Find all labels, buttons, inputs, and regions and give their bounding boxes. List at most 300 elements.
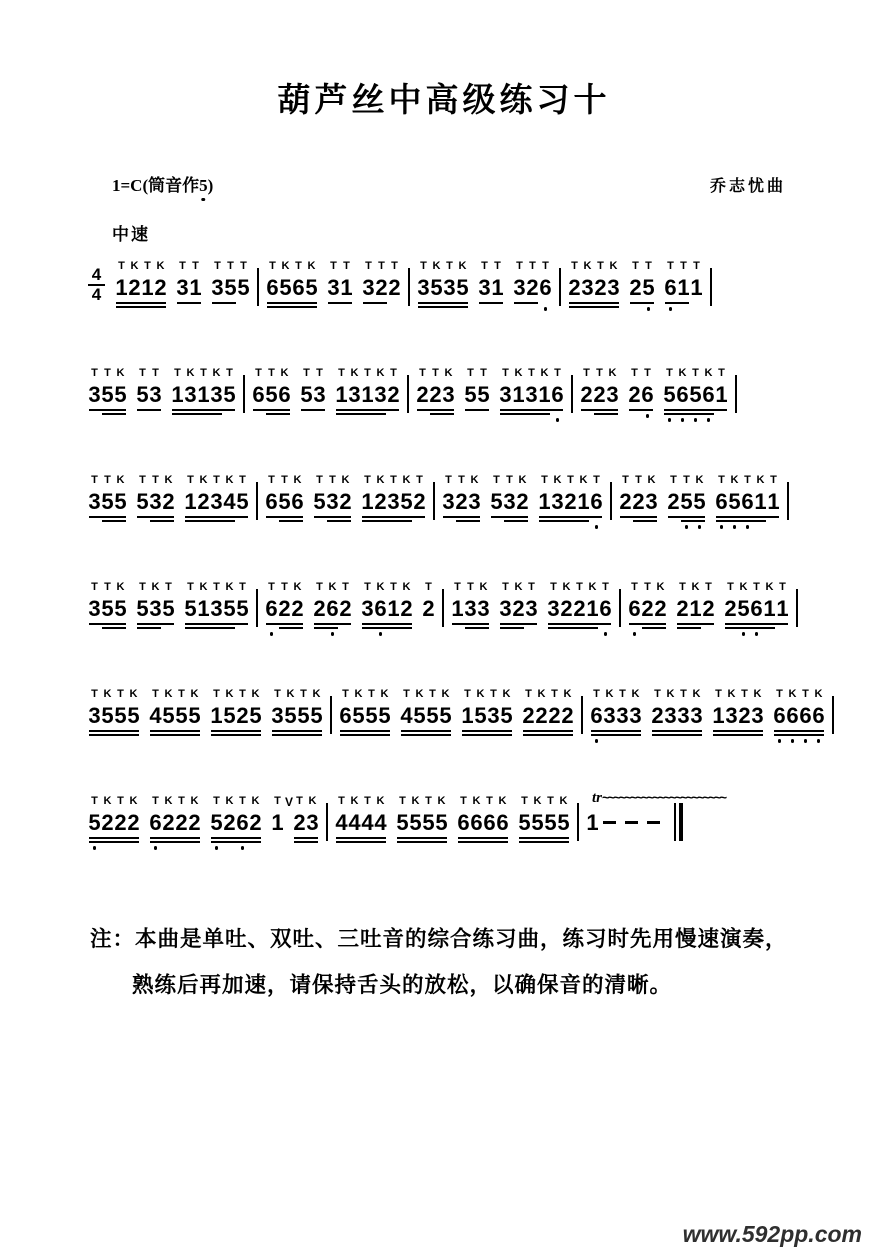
- note-digit: 5: [114, 596, 127, 621]
- tonguing-letter: K: [788, 688, 797, 700]
- note-cell: [457, 794, 470, 852]
- barline: [433, 482, 435, 520]
- tonguing-letter: T: [654, 688, 661, 700]
- beam-underline: [294, 837, 318, 839]
- note-cell: [306, 794, 319, 852]
- note-cell: [490, 473, 503, 531]
- note-cell: [728, 473, 741, 531]
- tonguing-letter: T: [91, 688, 98, 700]
- beam-underline: [500, 413, 550, 415]
- tonguing-letter: T: [502, 581, 509, 593]
- beam-underline: [465, 409, 489, 411]
- note-digit: 1: [141, 275, 154, 300]
- beam-underline: [418, 302, 468, 304]
- note-digit: 3: [664, 703, 677, 728]
- tonguing-letter: T: [506, 474, 513, 486]
- barline: [577, 803, 579, 841]
- trill-label: tr: [592, 790, 603, 806]
- note-digit: 3: [616, 703, 629, 728]
- tonguing-letter: K: [312, 688, 321, 700]
- tonguing-letter: T: [268, 367, 275, 379]
- note-group: [676, 580, 715, 638]
- tonguing-letter: K: [647, 474, 656, 486]
- beam-underline: [116, 306, 166, 308]
- note-digit: 1: [776, 596, 789, 621]
- tonguing-letter: T: [300, 688, 307, 700]
- note-cell: [416, 366, 429, 424]
- tonguing-letter: T: [179, 260, 186, 272]
- tonguing-letter: T: [239, 474, 246, 486]
- note-digit: 5: [223, 596, 236, 621]
- tonguing-letter: T: [645, 260, 652, 272]
- note-digit: 5: [365, 703, 378, 728]
- measure: [580, 366, 728, 424]
- barline: [326, 803, 328, 841]
- note-digit: 6: [628, 596, 641, 621]
- beam-underline: [774, 734, 824, 736]
- note-digit: 1: [171, 382, 184, 407]
- note-group: [490, 473, 529, 531]
- beam-underline: [363, 302, 387, 304]
- note-digit: 3: [525, 382, 538, 407]
- tonguing-letter: T: [365, 260, 372, 272]
- note-digit: 5: [464, 382, 477, 407]
- beam-underline: [500, 409, 563, 411]
- note-group: [651, 687, 703, 745]
- meta-row: [112, 171, 786, 196]
- tonguing-letter: T: [541, 474, 548, 486]
- note-digit: 4: [400, 703, 413, 728]
- tonguing-letter: K: [727, 688, 736, 700]
- tonguing-letter: T: [200, 367, 207, 379]
- note-digit: 3: [645, 489, 658, 514]
- beam-underline: [716, 520, 766, 522]
- low-octave-dot: [241, 846, 245, 850]
- measure: [115, 259, 250, 317]
- note-cell: [409, 794, 422, 852]
- beam-underline: [102, 627, 126, 629]
- note-group: [773, 687, 825, 745]
- note-cell: [348, 366, 361, 424]
- note-cell: [429, 366, 442, 424]
- tonguing-letter: K: [225, 795, 234, 807]
- duration-dash: [625, 821, 638, 824]
- beam-underline: [401, 730, 451, 732]
- note-group: [271, 794, 293, 852]
- beam-underline: [652, 734, 702, 736]
- tonguing-letter: T: [667, 260, 674, 272]
- beam-underline: [314, 516, 351, 518]
- tonguing-letter: T: [226, 367, 233, 379]
- beam-underline: [677, 627, 701, 629]
- measure: [417, 259, 552, 317]
- tonguing-letter: T: [576, 581, 583, 593]
- note-cell: [499, 366, 512, 424]
- note-cell: [114, 794, 127, 852]
- note-cell: [136, 580, 149, 638]
- tonguing-letter: T: [551, 688, 558, 700]
- note-cell: [603, 687, 616, 745]
- tonguing-letter: K: [765, 581, 774, 593]
- low-octave-dot: [595, 739, 599, 743]
- note-cell: [310, 687, 323, 745]
- beam-underline: [458, 841, 508, 843]
- note-digit: 3: [442, 489, 455, 514]
- note-digit: 6: [266, 275, 279, 300]
- note-cell: [387, 580, 400, 638]
- tonguing-letter: T: [118, 260, 125, 272]
- measure: [265, 473, 426, 531]
- note-cell: [101, 687, 114, 745]
- note-digit: 5: [313, 489, 326, 514]
- tonguing-letter: T: [104, 367, 111, 379]
- note-cell: [340, 259, 353, 317]
- note-digit: 5: [396, 810, 409, 835]
- note-digit: 5: [642, 275, 655, 300]
- note-digit: 5: [474, 703, 487, 728]
- tonguing-letter: T: [91, 581, 98, 593]
- note-digit: 6: [496, 810, 509, 835]
- note-digit: 6: [641, 382, 654, 407]
- note-digit: 2: [667, 489, 680, 514]
- note-digit: 5: [557, 810, 570, 835]
- tonguing-letter: T: [104, 474, 111, 486]
- beam-underline: [677, 623, 714, 625]
- note-cell: [265, 580, 278, 638]
- beam-underline: [185, 516, 248, 518]
- score: [88, 259, 888, 852]
- tonguing-letter: T: [602, 581, 609, 593]
- note-cell: [313, 473, 326, 531]
- tonguing-letter: T: [666, 367, 673, 379]
- beam-underline: [253, 409, 290, 411]
- beam-underline: [401, 734, 451, 736]
- note-cell: [265, 366, 278, 424]
- tonguing-letter: T: [802, 688, 809, 700]
- beam-underline: [713, 734, 763, 736]
- low-octave-dot: [215, 846, 219, 850]
- note-cell: [435, 794, 448, 852]
- note-digit: 5: [435, 810, 448, 835]
- note-cell: [799, 687, 812, 745]
- note-digit: 3: [525, 596, 538, 621]
- note-digit: 5: [422, 810, 435, 835]
- note-cell: [339, 580, 352, 638]
- note-cell: [400, 473, 413, 531]
- tonguing-letter: T: [683, 474, 690, 486]
- tonguing-letter: T: [390, 581, 397, 593]
- note-digit: 5: [300, 382, 313, 407]
- low-octave-dot: [742, 632, 746, 636]
- note-cell: [278, 366, 291, 424]
- note-digit: 5: [114, 382, 127, 407]
- note-group: [499, 366, 564, 424]
- note-cell: [210, 687, 223, 745]
- tonguing-letter: K: [402, 581, 411, 593]
- key-signature: [112, 171, 213, 196]
- note-digit: 6: [483, 810, 496, 835]
- note-cell: [677, 687, 690, 745]
- note-digit: 5: [737, 596, 750, 621]
- note-group: [88, 473, 127, 531]
- note-cell: [162, 580, 175, 638]
- note-digit: 5: [426, 703, 439, 728]
- note-cell: [292, 259, 305, 317]
- note-group: [327, 259, 353, 317]
- measure: [590, 687, 825, 745]
- note-cell: [162, 687, 175, 745]
- note-digit: 3: [725, 703, 738, 728]
- note-digit: 6: [750, 596, 763, 621]
- low-octave-dot: [154, 846, 158, 850]
- tonguing-letter: T: [529, 260, 536, 272]
- note-cell: [211, 259, 224, 317]
- footnote-text-1: 本曲是单吐、双吐、三吐音的综合练习曲，练习时先用慢速演奏，: [135, 927, 788, 951]
- beam-underline: [465, 627, 489, 629]
- tonguing-letter: T: [770, 474, 777, 486]
- beam-underline: [652, 730, 702, 732]
- beam-underline: [430, 413, 454, 415]
- note-cell: [503, 473, 516, 531]
- note-cell: [162, 473, 175, 531]
- tonguing-letter: K: [380, 688, 389, 700]
- note-cell: [184, 580, 197, 638]
- score-line-6: [88, 790, 888, 852]
- note-group: [252, 366, 291, 424]
- note-cell: [496, 794, 509, 852]
- tonguing-letter: K: [631, 688, 640, 700]
- barline: [442, 589, 444, 627]
- note-digit: 1: [461, 703, 474, 728]
- note-digit: 1: [538, 489, 551, 514]
- note-digit: 5: [210, 810, 223, 835]
- tonguing-letter: T: [239, 795, 246, 807]
- note-cell: [374, 366, 387, 424]
- beam-underline: [172, 413, 222, 415]
- tonguing-letter: T: [425, 581, 432, 593]
- beam-underline: [102, 520, 126, 522]
- tonguing-letter: T: [593, 474, 600, 486]
- note-digit: 3: [362, 275, 375, 300]
- note-digit: 1: [689, 596, 702, 621]
- note-group: [362, 259, 401, 317]
- note-group: [184, 580, 249, 638]
- note-cell: [483, 794, 496, 852]
- note-cell: [387, 473, 400, 531]
- note-cell: [313, 580, 326, 638]
- beam-underline: [279, 627, 303, 629]
- note-digit: 2: [127, 810, 140, 835]
- note-cell: [374, 580, 387, 638]
- low-octave-dot: [778, 739, 782, 743]
- note-cell: [468, 473, 481, 531]
- note-group: [628, 366, 654, 424]
- note-digit: 3: [513, 275, 526, 300]
- page-title: 葫芦丝中高级练习十: [277, 83, 611, 119]
- note-group: [136, 473, 175, 531]
- note-digit: 5: [101, 382, 114, 407]
- watermark: www.592pp.com: [682, 1221, 862, 1247]
- note-cell: [455, 473, 468, 531]
- tonguing-letter: T: [593, 688, 600, 700]
- tonguing-letter: K: [376, 581, 385, 593]
- tonguing-letter: T: [753, 581, 760, 593]
- note-digit: 1: [763, 596, 776, 621]
- beam-underline: [519, 837, 569, 839]
- note-cell: [526, 259, 539, 317]
- note-cell: [645, 473, 658, 531]
- note-cell: [88, 687, 101, 745]
- note-cell: [326, 473, 339, 531]
- tonguing-letter: K: [514, 581, 523, 593]
- beam-underline: [491, 516, 528, 518]
- note-group: [547, 580, 612, 638]
- measure: [619, 473, 780, 531]
- tonguing-letter: T: [480, 367, 487, 379]
- tonguing-letter: T: [274, 795, 281, 807]
- note-cell: [586, 580, 599, 638]
- beam-underline: [336, 841, 386, 843]
- beam-underline: [150, 730, 200, 732]
- note-digit: 6: [374, 596, 387, 621]
- note-cell: [763, 580, 776, 638]
- tonguing-letter: T: [528, 581, 535, 593]
- tonguing-letter: K: [376, 795, 385, 807]
- beam-underline: [594, 413, 618, 415]
- note-digit: 2: [724, 596, 737, 621]
- note-cell: [114, 580, 127, 638]
- note-digit: 2: [162, 810, 175, 835]
- note-digit: 3: [374, 382, 387, 407]
- note-group: [211, 259, 250, 317]
- note-digit: 3: [443, 275, 456, 300]
- note-digit: 2: [374, 489, 387, 514]
- beam-underline: [462, 730, 512, 732]
- note-cell: [557, 794, 570, 852]
- beam-underline: [336, 413, 386, 415]
- tonguing-letter: T: [670, 474, 677, 486]
- note-digit: 2: [573, 596, 586, 621]
- note-cell: [237, 259, 250, 317]
- note-cell: [291, 580, 304, 638]
- note-cell: [712, 687, 725, 745]
- measure: [339, 687, 574, 745]
- note-digit: 3: [327, 275, 340, 300]
- beam-underline: [456, 520, 480, 522]
- note-cell: [477, 366, 490, 424]
- note-cell: [417, 259, 430, 317]
- note-digit: 2: [114, 810, 127, 835]
- note-cell: [776, 580, 789, 638]
- note-cell: [737, 580, 750, 638]
- tonguing-letter: K: [472, 795, 481, 807]
- note-digit: 2: [313, 596, 326, 621]
- low-octave-dot: [694, 418, 698, 422]
- beam-underline: [340, 730, 390, 732]
- tonguing-letter: T: [316, 581, 323, 593]
- note-digit: 3: [503, 489, 516, 514]
- note-digit: 5: [284, 703, 297, 728]
- measure: [88, 580, 249, 638]
- tonguing-letter: T: [554, 367, 561, 379]
- beam-underline: [185, 520, 235, 522]
- tonguing-letter: K: [678, 367, 687, 379]
- beam-underline: [452, 623, 489, 625]
- beam-underline: [272, 734, 322, 736]
- note-cell: [590, 473, 603, 531]
- tonguing-letter: T: [281, 474, 288, 486]
- beam-underline: [523, 730, 573, 732]
- tonguing-letter: T: [104, 581, 111, 593]
- note-cell: [271, 687, 284, 745]
- note-digit: 6: [539, 275, 552, 300]
- beam-underline: [633, 520, 657, 522]
- tonguing-letter: T: [213, 581, 220, 593]
- note-digit: 5: [265, 382, 278, 407]
- low-octave-dot: [270, 632, 274, 636]
- tonguing-letter: T: [467, 367, 474, 379]
- note-digit: 6: [551, 382, 564, 407]
- note-cell: [101, 580, 114, 638]
- note-digit: 3: [88, 489, 101, 514]
- tonguing-letter: T: [91, 474, 98, 486]
- beam-underline: [150, 734, 200, 736]
- note-digit: 1: [586, 596, 599, 621]
- note-group: [513, 259, 552, 317]
- note-cell: [628, 580, 641, 638]
- trill-mark: [592, 791, 725, 805]
- tonguing-letter: T: [117, 688, 124, 700]
- tonguing-letter: K: [190, 795, 199, 807]
- beam-underline: [569, 302, 619, 304]
- note-cell: [693, 473, 706, 531]
- note-cell: [327, 259, 340, 317]
- note-cell: [564, 473, 577, 531]
- note-digit: 5: [400, 489, 413, 514]
- note-group: [629, 259, 655, 317]
- note-digit: 3: [211, 275, 224, 300]
- note-digit: 1: [677, 275, 690, 300]
- note-digit: 3: [606, 382, 619, 407]
- note-cell: [702, 366, 715, 424]
- note-group: [417, 259, 469, 317]
- note-cell: [560, 580, 573, 638]
- tonguing-letter: K: [458, 260, 467, 272]
- note-cell: [293, 794, 306, 852]
- note-cell: [224, 259, 237, 317]
- tonguing-letter: T: [139, 581, 146, 593]
- note-cell: [400, 687, 413, 745]
- measure: [88, 473, 249, 531]
- note-digit: 3: [551, 489, 564, 514]
- note-digit: 3: [603, 703, 616, 728]
- note-digit: 2: [128, 275, 141, 300]
- note-group: [396, 794, 448, 852]
- barline: [796, 589, 798, 627]
- note-group: [266, 259, 318, 317]
- note-digit: 2: [548, 703, 561, 728]
- tonguing-letter: K: [588, 581, 597, 593]
- note-digit: 6: [676, 382, 689, 407]
- note-digit: 3: [468, 489, 481, 514]
- tonguing-letter: T: [255, 367, 262, 379]
- tonguing-letter: T: [635, 474, 642, 486]
- tonguing-letter: T: [269, 260, 276, 272]
- note-digit: 2: [388, 275, 401, 300]
- note-digit: 3: [690, 703, 703, 728]
- tonguing-letter: T: [342, 688, 349, 700]
- note-cell: [443, 259, 456, 317]
